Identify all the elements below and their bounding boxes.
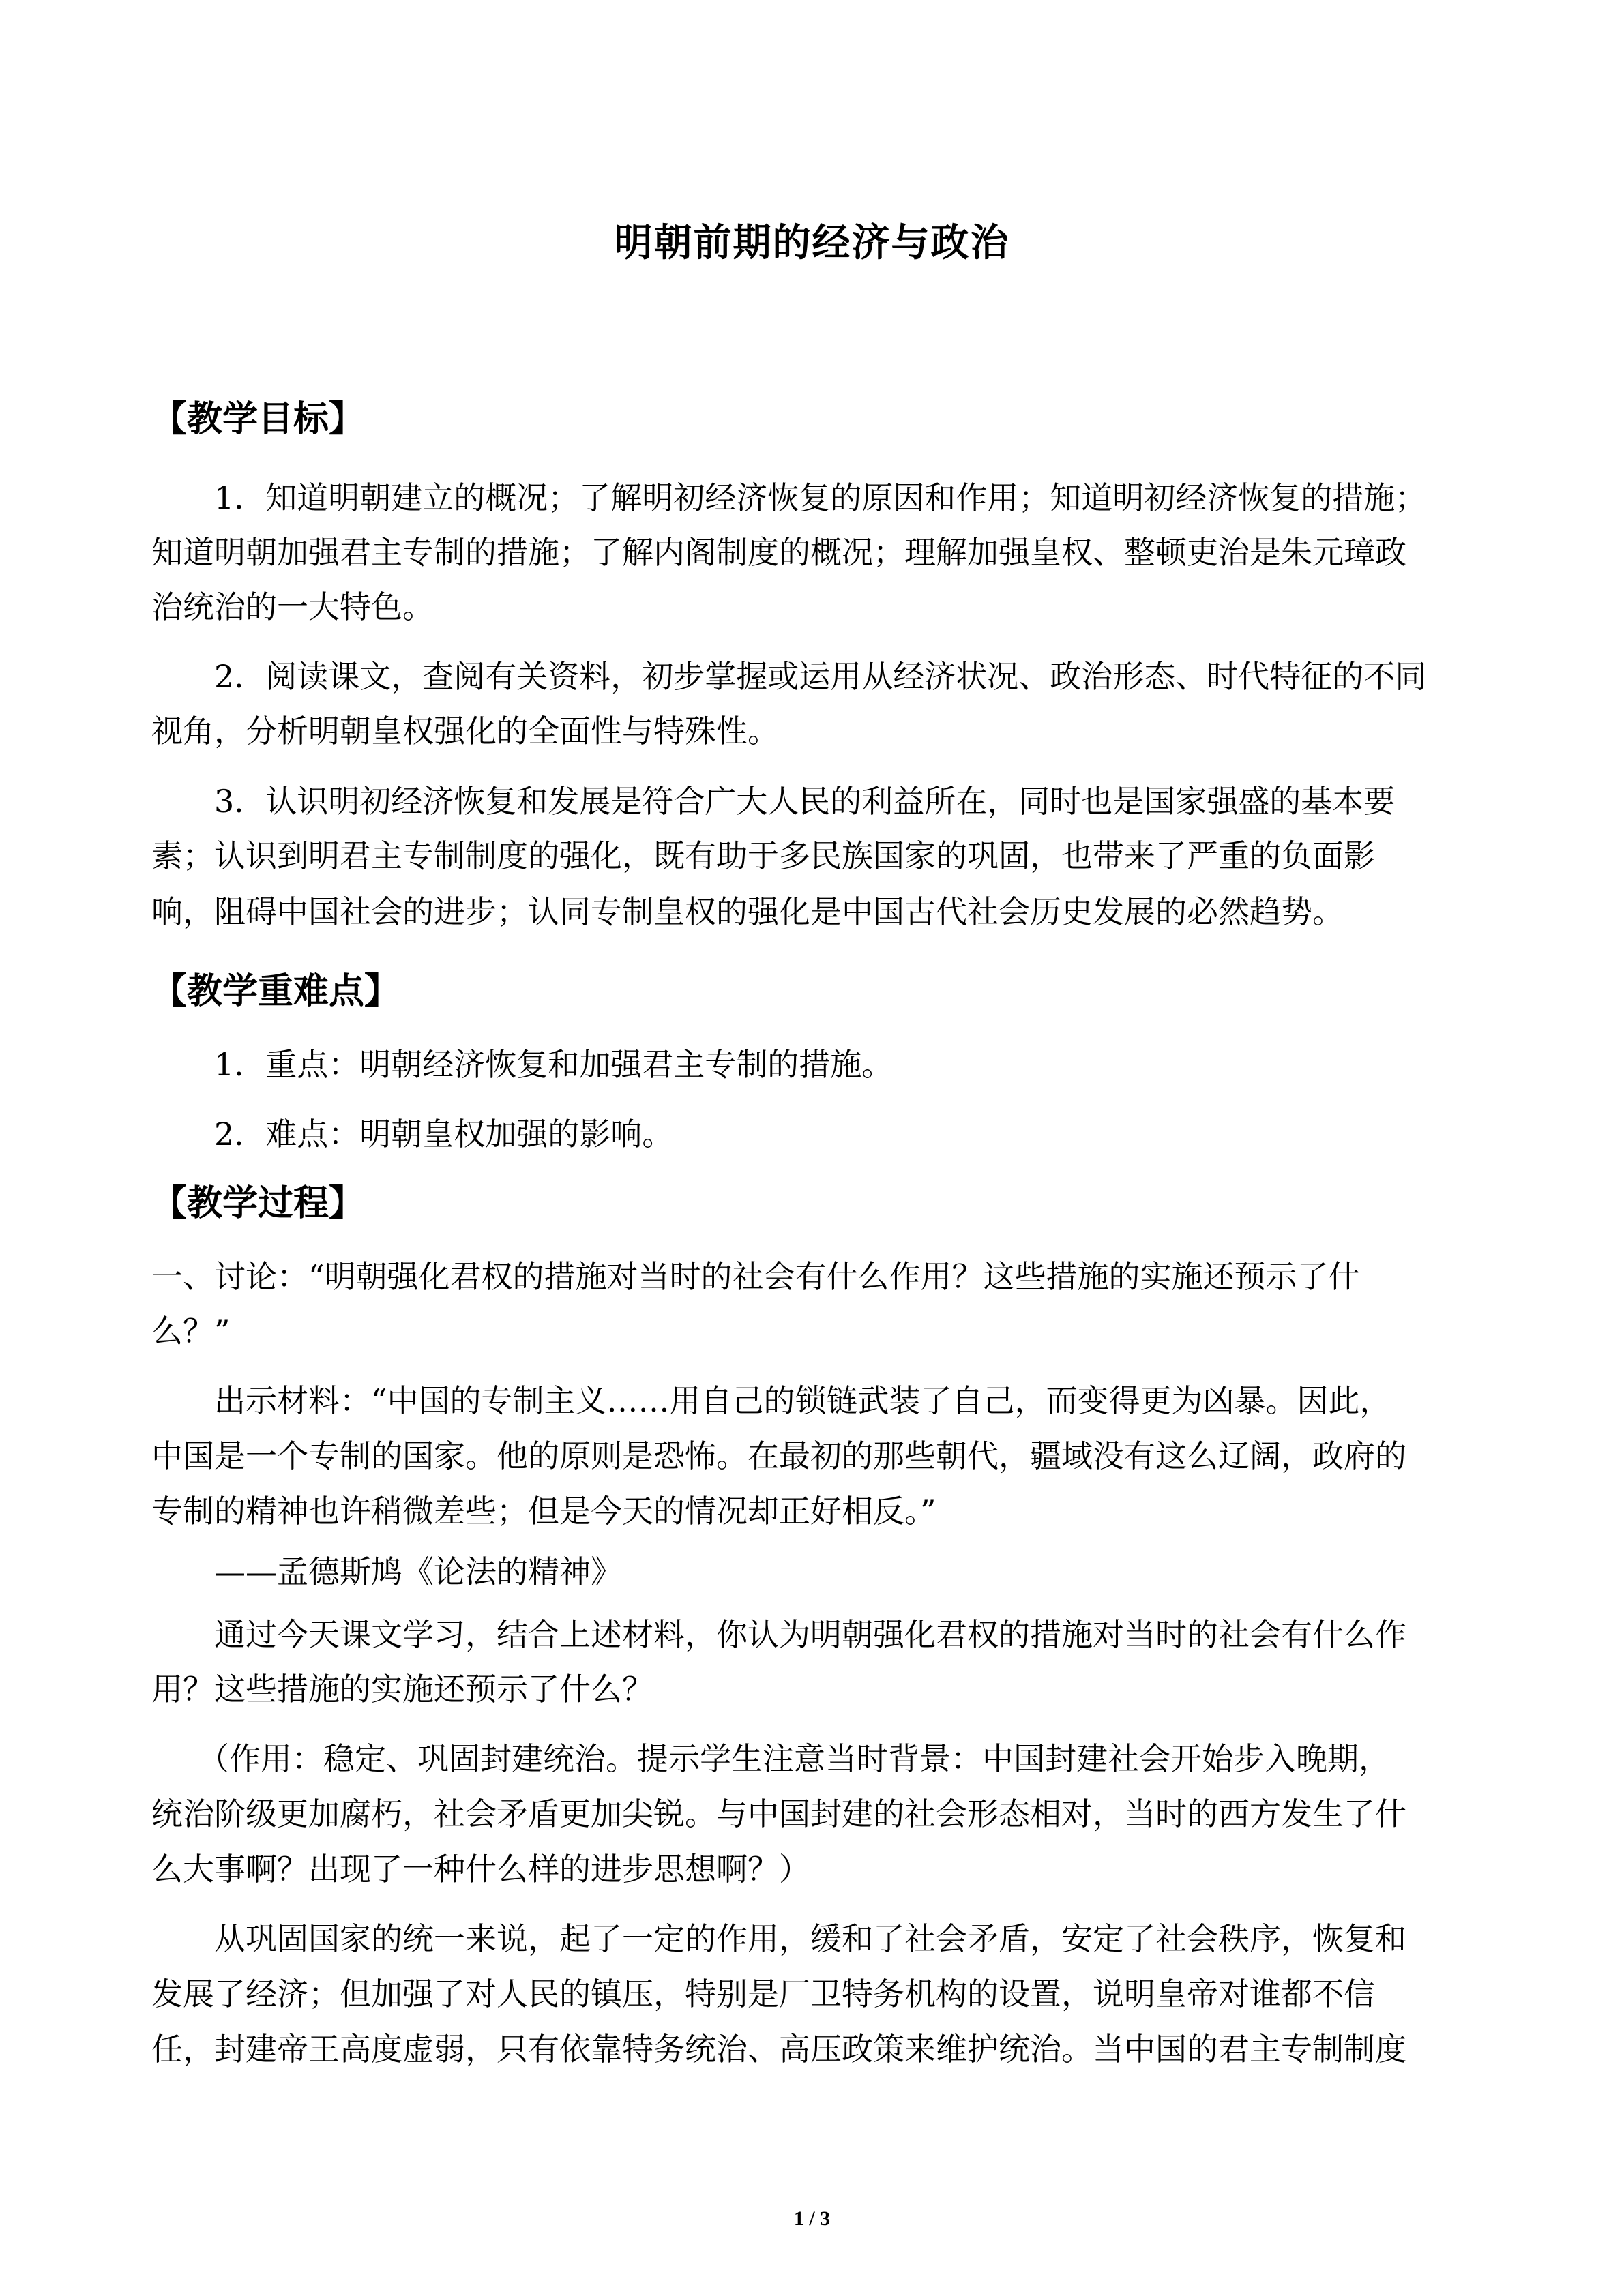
process-line: （作用：稳定、巩固封建统治。提示学生注意当时背景：中国封建社会开始步入晚期， [198,1740,1390,1777]
objectives-line: 响，阻碍中国社会的进步；认同专制皇权的强化是中国古代社会历史发展的必然趋势。 [151,893,1344,930]
quote-attribution: ——孟德斯鸠《论法的精神》 [214,1553,622,1590]
process-line: 发展了经济；但加强了对人民的镇压，特别是厂卫特务机构的设置，说明皇帝对谁都不信 [151,1976,1375,2012]
process-line: 么大事啊？出现了一种什么样的进步思想啊？） [151,1851,810,1888]
objectives-line: 知道明朝加强君主专制的措施；了解内阁制度的概况；理解加强皇权、整顿吏治是朱元璋政 [151,534,1406,571]
key-points-line: 2．难点：明朝皇权加强的影响。 [214,1116,674,1152]
process-line: 么？” [151,1313,231,1350]
process-line: 专制的精神也许稍微差些；但是今天的情况却正好相反。” [151,1493,936,1530]
objectives-line: 2．阅读课文，查阅有关资料，初步掌握或运用从经济状况、政治形态、时代特征的不同 [214,658,1427,695]
section-heading-key-points: 【教学重难点】 [151,971,400,1012]
process-line: 出示材料：“中国的专制主义……用自己的锁链武装了自己，而变得更为凶暴。因此， [214,1382,1391,1419]
page-title: 明朝前期的经济与政治 [614,221,1010,265]
process-line: 统治阶级更加腐朽，社会矛盾更加尖锐。与中国封建的社会形态相对，当时的西方发生了什 [151,1795,1406,1832]
objectives-line: 治统治的一大特色。 [151,588,434,625]
objectives-line: 视角，分析明朝皇权强化的全面性与特殊性。 [151,713,779,749]
process-line: 从巩固国家的统一来说，起了一定的作用，缓和了社会矛盾，安定了社会秩序，恢复和 [214,1920,1406,1957]
key-points-line: 1．重点：明朝经济恢复和加强君主专制的措施。 [214,1046,894,1083]
process-line: 中国是一个专制的国家。他的原则是恐怖。在最初的那些朝代，疆域没有这么辽阔，政府的 [151,1437,1406,1474]
objectives-line: 素；认识到明君主专制制度的强化，既有助于多民族国家的巩固，也带来了严重的负面影 [151,837,1375,874]
process-line: 通过今天课文学习，结合上述材料，你认为明朝强化君权的措施对当时的社会有什么作 [214,1616,1406,1653]
process-line: 用？这些措施的实施还预示了什么？ [151,1671,653,1708]
section-heading-objectives: 【教学目标】 [151,399,365,440]
section-heading-process: 【教学过程】 [151,1183,365,1224]
page-number: 1 / 3 [793,2207,831,2230]
process-line: 任，封建帝王高度虚弱，只有依靠特务统治、高压政策来维护统治。当中国的君主专制制度 [151,2031,1406,2068]
objectives-line: 1．知道明朝建立的概况；了解明初经济恢复的原因和作用；知道明初经济恢复的措施； [214,479,1427,516]
objectives-line: 3．认识明初经济恢复和发展是符合广大人民的利益所在，同时也是国家强盛的基本要 [214,783,1396,820]
process-line: 一、讨论：“明朝强化君权的措施对当时的社会有什么作用？这些措施的实施还预示了什 [151,1258,1360,1295]
